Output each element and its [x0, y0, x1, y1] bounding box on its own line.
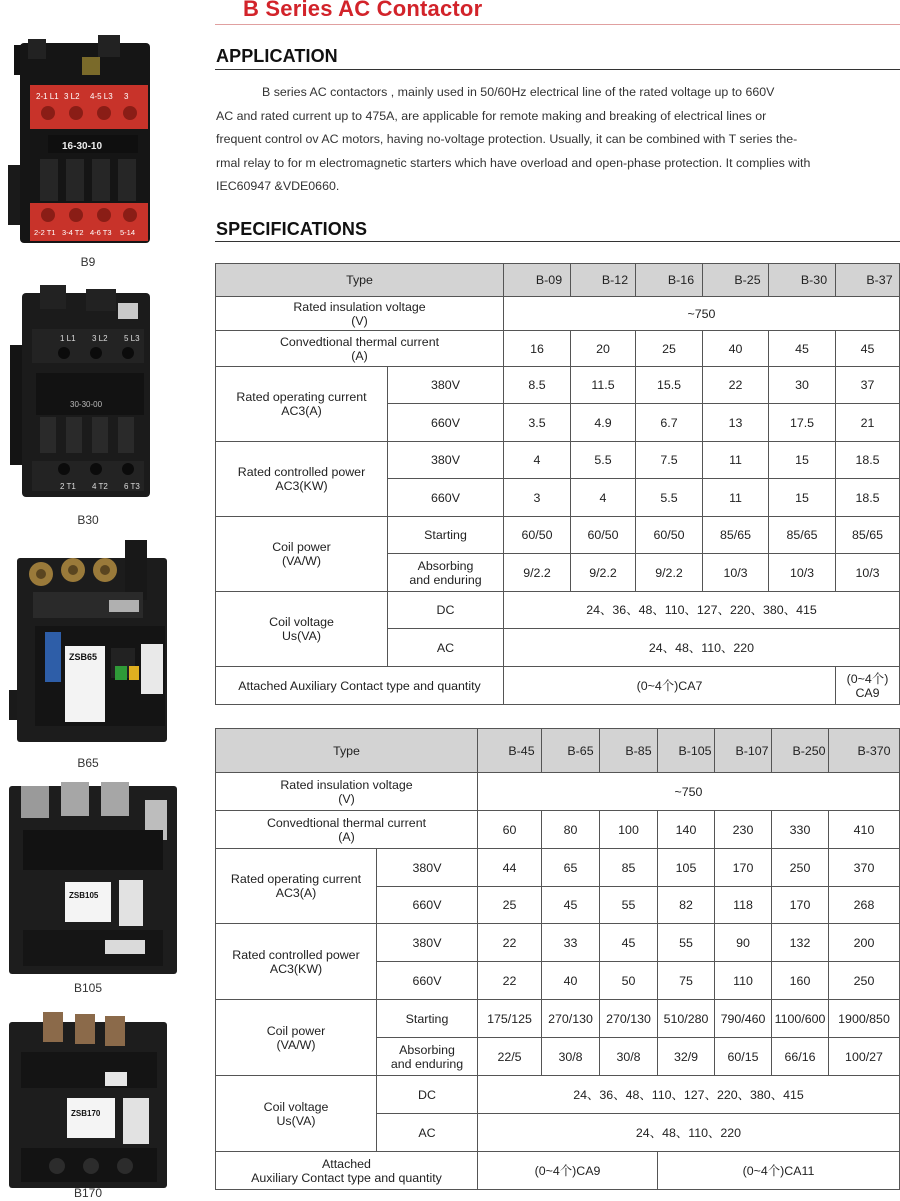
model-b-370: B-370 — [829, 729, 900, 773]
svg-text:2-2 T1: 2-2 T1 — [34, 228, 56, 237]
table-cell: 268 — [829, 887, 900, 924]
table-cell: 250 — [829, 962, 900, 1000]
specifications-heading: SPECIFICATIONS — [216, 219, 368, 239]
table-row — [216, 1076, 900, 1114]
table-row — [216, 1152, 900, 1190]
voltage-sub-label: 660V — [377, 887, 478, 924]
application-line: frequent control ov AC motors, having no-voltage protection. Usually, it can be combined with T series the- — [216, 132, 798, 146]
b30-contactor-image — [0, 285, 160, 505]
table-cell: 55 — [600, 887, 658, 924]
table-row — [216, 667, 900, 705]
table-cell: 17.5 — [769, 404, 836, 442]
table-cell: 5.5 — [636, 479, 703, 517]
voltage-sub-label: 660V — [388, 479, 504, 517]
insulation-voltage-label: Rated insulation voltage (V) — [216, 297, 504, 331]
table-cell: 60 — [478, 811, 542, 849]
table-cell: 510/280 — [658, 1000, 715, 1038]
table-cell: 9/2.2 — [636, 554, 703, 592]
svg-text:4-6 T3: 4-6 T3 — [90, 228, 112, 237]
table-cell: 22 — [478, 924, 542, 962]
model-b-37: B-37 — [836, 264, 900, 297]
insulation-voltage-value: ~750 — [504, 297, 900, 331]
insulation-voltage-label: Rated insulation voltage (V) — [216, 773, 478, 811]
table-cell: 20 — [571, 331, 636, 367]
table-cell: 33 — [542, 924, 600, 962]
insulation-voltage-value: ~750 — [478, 773, 900, 811]
table-cell: 30/8 — [542, 1038, 600, 1076]
table-cell: 60/50 — [636, 517, 703, 554]
svg-text:5 L3: 5 L3 — [124, 334, 140, 343]
table-cell: 80 — [542, 811, 600, 849]
model-b-12: B-12 — [571, 264, 636, 297]
b105-marking: ZSB105 — [69, 891, 99, 900]
table-cell: 118 — [715, 887, 772, 924]
table-row — [216, 1000, 900, 1038]
b30-label: B30 — [77, 513, 99, 527]
specifications-divider — [215, 241, 900, 242]
table-cell: 100/27 — [829, 1038, 900, 1076]
spec-table-2 — [215, 728, 900, 1190]
table-cell: 11 — [703, 442, 769, 479]
table-cell: 30 — [769, 367, 836, 404]
voltage-sub-label: 660V — [388, 404, 504, 442]
model-b-85: B-85 — [600, 729, 658, 773]
ac-value: 24、48、110、220 — [478, 1114, 900, 1152]
table-cell: 8.5 — [504, 367, 571, 404]
application-divider — [215, 69, 900, 70]
table-row — [216, 331, 900, 367]
table-cell: 100 — [600, 811, 658, 849]
table-cell: 45 — [769, 331, 836, 367]
table-cell: 200 — [829, 924, 900, 962]
title-divider — [215, 24, 900, 25]
model-b-25: B-25 — [703, 264, 769, 297]
table-cell: 66/16 — [772, 1038, 829, 1076]
table-cell: 65 — [542, 849, 600, 887]
table-cell: 4.9 — [571, 404, 636, 442]
operating-current-label: Rated operating current AC3(A) — [216, 849, 377, 924]
svg-text:6 T3: 6 T3 — [124, 482, 140, 491]
table-cell: 10/3 — [769, 554, 836, 592]
table-cell: 85/65 — [703, 517, 769, 554]
svg-text:4-5 L3: 4-5 L3 — [90, 92, 113, 101]
model-b-65: B-65 — [542, 729, 600, 773]
table-cell: 250 — [772, 849, 829, 887]
aux-contact-value: (0~4个) CA9 — [836, 667, 900, 705]
operating-current-label: Rated operating current AC3(A) — [216, 367, 388, 442]
table-cell: 40 — [703, 331, 769, 367]
aux-contact-value: (0~4个)CA7 — [504, 667, 836, 705]
dc-sub-label: DC — [377, 1076, 478, 1114]
model-b-09: B-09 — [504, 264, 571, 297]
model-b-250: B-250 — [772, 729, 829, 773]
table-cell: 410 — [829, 811, 900, 849]
table-cell: 16 — [504, 331, 571, 367]
table-cell: 55 — [658, 924, 715, 962]
application-line: rmal relay to for m electromagnetic starters which have overload and open-phase protection. It complies with — [216, 155, 811, 170]
table-cell: 160 — [772, 962, 829, 1000]
table-row — [216, 811, 900, 849]
application-heading: APPLICATION — [216, 46, 338, 66]
thermal-current-label: Convedtional thermal current (A) — [216, 811, 478, 849]
voltage-sub-label: 380V — [377, 849, 478, 887]
table-cell: 85 — [600, 849, 658, 887]
table-row — [216, 517, 900, 554]
voltage-sub-label: 380V — [377, 924, 478, 962]
b170-label: B170 — [73, 1186, 103, 1200]
table-cell: 11 — [703, 479, 769, 517]
table-cell: 15 — [769, 442, 836, 479]
spec-table-1 — [215, 263, 900, 705]
table-cell: 9/2.2 — [571, 554, 636, 592]
table-cell: 4 — [571, 479, 636, 517]
application-line: B series AC contactors , mainly used in 50/60Hz electrical line of the rated voltage up to 660V — [262, 85, 775, 99]
ac-sub-label: AC — [377, 1114, 478, 1152]
table-cell: 60/50 — [504, 517, 571, 554]
table-cell: 37 — [836, 367, 900, 404]
table-cell: 270/130 — [542, 1000, 600, 1038]
aux-contact-label: Attached Auxiliary Contact type and quantity — [216, 667, 504, 705]
table-cell: 3 — [504, 479, 571, 517]
table-cell: 25 — [478, 887, 542, 924]
table-cell: 10/3 — [836, 554, 900, 592]
controlled-power-label: Rated controlled power AC3(KW) — [216, 442, 388, 517]
dc-value: 24、36、48、110、127、220、380、415 — [478, 1076, 900, 1114]
table-row — [216, 442, 900, 479]
table-cell: 3.5 — [504, 404, 571, 442]
table-cell: 4 — [504, 442, 571, 479]
b170-contactor-image — [5, 1012, 185, 1190]
table-cell: 175/125 — [478, 1000, 542, 1038]
b105-contactor-image — [5, 780, 185, 980]
table-cell: 10/3 — [703, 554, 769, 592]
table-cell: 9/2.2 — [504, 554, 571, 592]
svg-text:3: 3 — [124, 92, 129, 101]
table-row — [216, 924, 900, 962]
table-cell: 13 — [703, 404, 769, 442]
table-cell: 18.5 — [836, 442, 900, 479]
table-cell: 11.5 — [571, 367, 636, 404]
table2-type-row — [216, 729, 900, 773]
ac-value: 24、48、110、220 — [504, 629, 900, 667]
table-cell: 75 — [658, 962, 715, 1000]
model-b-16: B-16 — [636, 264, 703, 297]
type-label: Type — [216, 264, 504, 297]
table-row — [216, 367, 900, 404]
ac-sub-label: AC — [388, 629, 504, 667]
table-cell: 15.5 — [636, 367, 703, 404]
application-paragraph — [216, 81, 900, 199]
coil-voltage-label: Coil voltage Us(VA) — [216, 592, 388, 667]
table-cell: 1100/600 — [772, 1000, 829, 1038]
table-cell: 170 — [715, 849, 772, 887]
table-cell: 90 — [715, 924, 772, 962]
table-cell: 60/15 — [715, 1038, 772, 1076]
absorbing-sub-label: Absorbing and enduring — [377, 1038, 478, 1076]
svg-text:3 L2: 3 L2 — [64, 92, 80, 101]
model-b-30: B-30 — [769, 264, 836, 297]
controlled-power-label: Rated controlled power AC3(KW) — [216, 924, 377, 1000]
table-cell: 25 — [636, 331, 703, 367]
table-cell: 50 — [600, 962, 658, 1000]
table-cell: 22 — [703, 367, 769, 404]
table-row — [216, 773, 900, 811]
svg-text:5-14: 5-14 — [120, 228, 136, 237]
table-cell: 32/9 — [658, 1038, 715, 1076]
b105-label: B105 — [73, 981, 103, 995]
table-cell: 45 — [542, 887, 600, 924]
model-b-45: B-45 — [478, 729, 542, 773]
starting-sub-label: Starting — [377, 1000, 478, 1038]
b65-marking: ZSB65 — [69, 652, 98, 662]
application-line: AC and rated current up to 475A, are applicable for remote making and breaking of electrical lines or — [216, 108, 767, 123]
table-row — [216, 297, 900, 331]
b30-marking: 30-30-00 — [70, 400, 103, 409]
table-cell: 22 — [478, 962, 542, 1000]
b65-contactor-image — [5, 540, 185, 745]
application-line: IEC60947 &VDE0660. — [216, 179, 340, 193]
type-label: Type — [216, 729, 478, 773]
dc-value: 24、36、48、110、127、220、380、415 — [504, 592, 900, 629]
table-row — [216, 592, 900, 629]
b9-marking: 16-30-10 — [62, 141, 103, 152]
dc-sub-label: DC — [388, 592, 504, 629]
coil-voltage-label: Coil voltage Us(VA) — [216, 1076, 377, 1152]
voltage-sub-label: 380V — [388, 367, 504, 404]
table-cell: 40 — [542, 962, 600, 1000]
absorbing-sub-label: Absorbing and enduring — [388, 554, 504, 592]
b65-label: B65 — [77, 756, 99, 770]
table-cell: 105 — [658, 849, 715, 887]
table-cell: 45 — [600, 924, 658, 962]
table-cell: 140 — [658, 811, 715, 849]
table-cell: 21 — [836, 404, 900, 442]
model-b-105: B-105 — [658, 729, 715, 773]
table-cell: 370 — [829, 849, 900, 887]
svg-text:2 T1: 2 T1 — [60, 482, 76, 491]
coil-power-label: Coil power (VA/W) — [216, 517, 388, 592]
table-cell: 30/8 — [600, 1038, 658, 1076]
b9-label: B9 — [80, 255, 96, 269]
table-cell: 110 — [715, 962, 772, 1000]
table-cell: 230 — [715, 811, 772, 849]
table-cell: 790/460 — [715, 1000, 772, 1038]
aux-contact-value: (0~4个)CA9 — [478, 1152, 658, 1190]
table-cell: 330 — [772, 811, 829, 849]
page-title: B Series AC Contactor — [243, 0, 483, 21]
svg-text:3 L2: 3 L2 — [92, 334, 108, 343]
table1-type-row — [216, 264, 900, 297]
table-cell: 60/50 — [571, 517, 636, 554]
table-cell: 1900/850 — [829, 1000, 900, 1038]
voltage-sub-label: 380V — [388, 442, 504, 479]
table-cell: 82 — [658, 887, 715, 924]
voltage-sub-label: 660V — [377, 962, 478, 1000]
table-cell: 270/130 — [600, 1000, 658, 1038]
svg-text:1 L1: 1 L1 — [60, 334, 76, 343]
thermal-current-label: Convedtional thermal current (A) — [216, 331, 504, 367]
table-cell: 170 — [772, 887, 829, 924]
model-b-107: B-107 — [715, 729, 772, 773]
starting-sub-label: Starting — [388, 517, 504, 554]
table-row — [216, 849, 900, 887]
table-cell: 85/65 — [836, 517, 900, 554]
table-cell: 5.5 — [571, 442, 636, 479]
table-cell: 45 — [836, 331, 900, 367]
b170-marking: ZSB170 — [71, 1109, 101, 1118]
table-cell: 132 — [772, 924, 829, 962]
svg-text:4 T2: 4 T2 — [92, 482, 108, 491]
table-cell: 44 — [478, 849, 542, 887]
table-cell: 22/5 — [478, 1038, 542, 1076]
table-cell: 15 — [769, 479, 836, 517]
aux-contact-value: (0~4个)CA11 — [658, 1152, 900, 1190]
b9-top-terminals: 2-1 L1 — [36, 92, 59, 101]
b9-contactor-image — [0, 35, 160, 245]
coil-power-label: Coil power (VA/W) — [216, 1000, 377, 1076]
table-cell: 6.7 — [636, 404, 703, 442]
svg-text:3-4 T2: 3-4 T2 — [62, 228, 84, 237]
aux-contact-label: Attached Auxiliary Contact type and quantity — [216, 1152, 478, 1190]
table-cell: 18.5 — [836, 479, 900, 517]
table-cell: 85/65 — [769, 517, 836, 554]
table-cell: 7.5 — [636, 442, 703, 479]
